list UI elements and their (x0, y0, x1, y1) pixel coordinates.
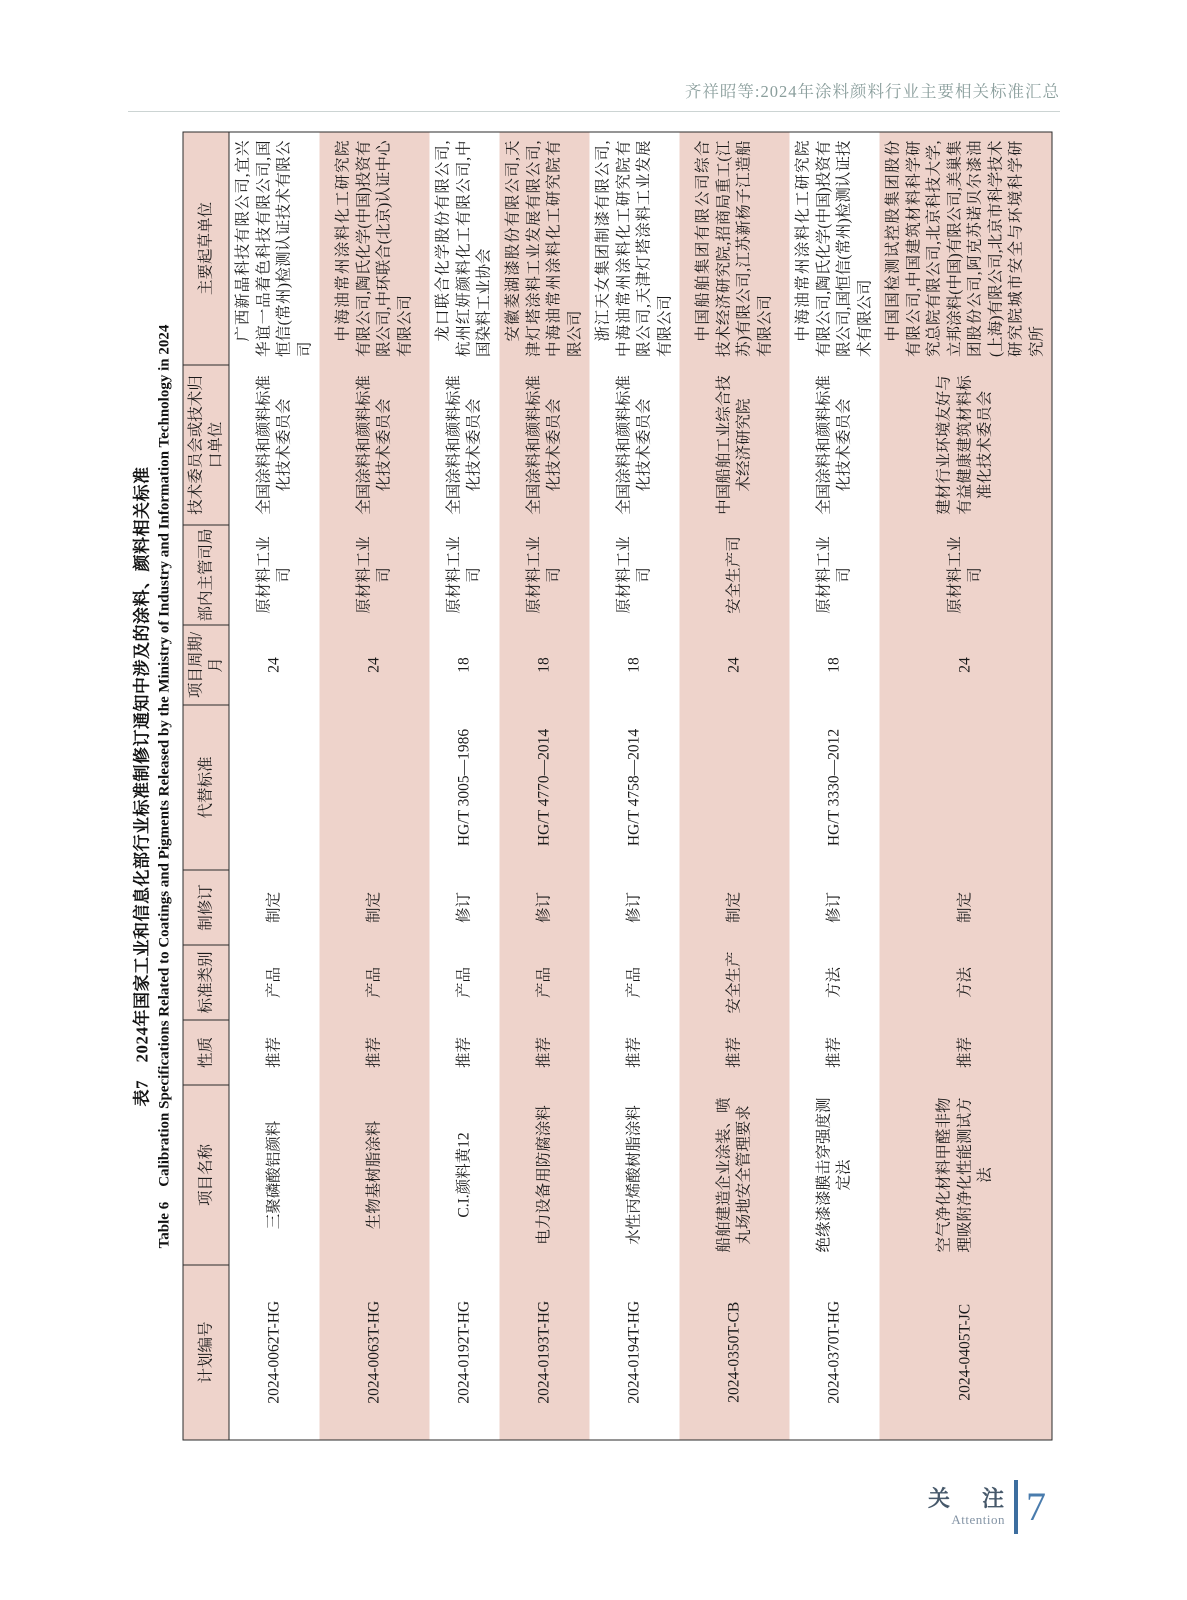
cell-category: 产品 (320, 945, 430, 1020)
column-header-replaced-standard: 代替标准 (183, 705, 229, 870)
cell-technical-committee: 建材行业环境友好与有益健康建筑材料标准化技术委员会 (880, 365, 1053, 525)
cell-replaced-standard (320, 705, 430, 870)
cell-technical-committee: 全国涂料和颜料标准化技术委员会 (255, 375, 293, 515)
standards-table (183, 132, 1053, 1441)
cell-period-months: 24 (320, 625, 430, 705)
cell-period-months: 24 (265, 657, 283, 673)
cell-department: 原材料工业司 (880, 525, 1053, 625)
table-row (880, 132, 1053, 1440)
column-header-project-name: 项目名称 (183, 1085, 229, 1265)
cell-technical-committee: 全国涂料和颜料标准化技术委员会 (815, 375, 853, 515)
cell-action: 修订 (455, 892, 473, 924)
cell-replaced-standard: HG/T 3330—2012 (825, 728, 843, 847)
cell-plan-number: 2024-0193T-HG (500, 1265, 590, 1440)
cell-action: 修订 (625, 892, 643, 924)
table-header-row (183, 132, 229, 1440)
cell-project-name: 生物基树脂涂料 (320, 1085, 430, 1265)
cell-department: 原材料工业司 (815, 536, 853, 614)
rotated-table-block (131, 133, 1045, 1441)
cell-period-months: 18 (455, 657, 473, 673)
cell-replaced-standard (229, 705, 320, 870)
running-header (128, 78, 1060, 112)
cell-drafting-units: 龙口联合化学股份有限公司,杭州红妍颜料化工有限公司,中国染料工业协会 (434, 140, 493, 357)
cell-category: 方法 (880, 945, 1053, 1020)
cell-department: 原材料工业司 (255, 536, 293, 614)
column-header-category: 标准类别 (183, 945, 229, 1020)
table-row (430, 132, 500, 1440)
table-title-zh: 表7 2024年国家工业和信息化部行业标准制修订通知中涉及的涂料、颜料相关标准 (132, 466, 152, 1107)
cell-period-months: 24 (880, 625, 1053, 705)
cell-plan-number: 2024-0063T-HG (320, 1265, 430, 1440)
cell-category: 产品 (500, 945, 590, 1020)
cell-period-months: 24 (680, 625, 790, 705)
cell-department: 原材料工业司 (500, 525, 590, 625)
footer-section-zh: 关 注 (928, 1486, 1010, 1511)
cell-nature: 推荐 (680, 1020, 790, 1085)
column-header-plan-number: 计划编号 (183, 1265, 229, 1440)
cell-drafting-units: 广西新晶科技有限公司,宜兴华谊一品着色科技有限公司,国恒信(常州)检测认证技术有限公司 (234, 140, 313, 357)
cell-project-name: 水性丙烯酸树脂涂料 (625, 1105, 643, 1245)
cell-nature: 推荐 (500, 1020, 590, 1085)
cell-technical-committee: 全国涂料和颜料标准化技术委员会 (500, 365, 590, 525)
cell-plan-number: 2024-0194T-HG (625, 1300, 643, 1404)
table-row (790, 132, 880, 1440)
cell-action: 制定 (320, 870, 430, 945)
cell-category: 产品 (455, 967, 473, 999)
cell-project-name: 绝缘漆漆膜击穿强度测定法 (815, 1097, 853, 1253)
cell-action: 制定 (880, 870, 1053, 945)
running-header-text: 齐祥昭等:2024年涂料颜料行业主要相关标准汇总 (684, 82, 1060, 101)
cell-category: 产品 (625, 967, 643, 999)
cell-plan-number: 2024-0350T-CB (680, 1265, 790, 1440)
footer-section-title (928, 1486, 1014, 1528)
column-header-drafting-units: 主要起草单位 (183, 132, 229, 365)
cell-technical-committee: 全国涂料和颜料标准化技术委员会 (615, 375, 653, 515)
cell-technical-committee: 全国涂料和颜料标准化技术委员会 (445, 375, 483, 515)
cell-drafting-units: 中国船舶集团有限公司综合技术经济研究院,招商局重工(江苏)有限公司,江苏新杨子江造船有限公司 (680, 132, 790, 365)
cell-plan-number: 2024-0370T-HG (825, 1300, 843, 1404)
cell-category: 产品 (265, 967, 283, 999)
cell-project-name: 电力设备用防腐涂料 (500, 1085, 590, 1265)
cell-action: 修订 (500, 870, 590, 945)
cell-replaced-standard: HG/T 4758—2014 (625, 728, 643, 847)
cell-action: 制定 (265, 892, 283, 924)
table-row (500, 132, 590, 1440)
cell-plan-number: 2024-0192T-HG (455, 1300, 473, 1404)
cell-department: 原材料工业司 (320, 525, 430, 625)
table-row (590, 132, 680, 1440)
cell-replaced-standard: HG/T 3005—1986 (455, 728, 473, 847)
cell-project-name: 空气净化材料甲醛非物理吸附净化性能测试方法 (880, 1085, 1053, 1265)
cell-nature: 推荐 (455, 1037, 473, 1069)
cell-technical-committee: 全国涂料和颜料标准化技术委员会 (320, 365, 430, 525)
cell-nature: 推荐 (265, 1037, 283, 1069)
column-header-nature: 性质 (183, 1020, 229, 1085)
column-header-action: 制修订 (183, 870, 229, 945)
cell-nature: 推荐 (880, 1020, 1053, 1085)
cell-department: 安全生产司 (680, 525, 790, 625)
column-header-department: 部内主管司局 (183, 525, 229, 625)
cell-action: 修订 (825, 892, 843, 924)
cell-nature: 推荐 (320, 1020, 430, 1085)
cell-category: 安全生产 (680, 945, 790, 1020)
cell-department: 原材料工业司 (445, 536, 483, 614)
table-title-en: Table 6 Calibration Specifications Related to Coatings and Pigments Released by the Ministry of Industry and Information Technology in 2024 (156, 324, 173, 1249)
cell-period-months: 18 (500, 625, 590, 705)
column-header-period-months: 项目周期/月 (183, 625, 229, 705)
cell-nature: 推荐 (825, 1037, 843, 1069)
cell-period-months: 18 (625, 657, 643, 673)
table-row (680, 132, 790, 1440)
cell-project-name: C.I.颜料黄12 (455, 1132, 473, 1218)
cell-drafting-units: 浙江天女集团制漆有限公司,中海油常州涂料化工研究院有限公司,天津灯塔涂料工业发展有限公司 (594, 140, 673, 357)
cell-project-name: 船舶建造企业涂装、喷丸场地安全管理要求 (680, 1085, 790, 1265)
cell-project-name: 三聚磷酸铝颜料 (265, 1120, 283, 1230)
table-row (320, 132, 430, 1440)
cell-drafting-units: 安徽菱湖漆股份有限公司,天津灯塔涂料工业发展有限公司,中海油常州涂料化工研究院有限公司 (500, 132, 590, 365)
cell-drafting-units: 中海油常州涂料化工研究院有限公司,陶氏化学(中国)投资有限公司,国恒信(常州)检测认证技术有限公司 (794, 140, 873, 357)
cell-technical-committee: 中国船舶工业综合技术经济研究院 (680, 365, 790, 525)
cell-drafting-units: 中国国检测试控股集团股份有限公司,中国建筑材料科学研究总院有限公司,北京科技大学,立邦涂料(中国)有限公司,美巢集团股份公司,阿克苏诺贝尔漆油(上海)有限公司,北京市科学技术研究院城市安全与环境科学研究所 (880, 132, 1053, 365)
table-row (229, 132, 320, 1440)
cell-plan-number: 2024-0405T-JC (880, 1265, 1053, 1440)
cell-department: 原材料工业司 (615, 536, 653, 614)
footer-section-en: Attention (951, 1512, 1005, 1527)
cell-plan-number: 2024-0062T-HG (265, 1300, 283, 1404)
cell-replaced-standard (680, 705, 790, 870)
cell-category: 方法 (825, 967, 843, 999)
page-number: 7 (1026, 1484, 1046, 1529)
page-footer (928, 1480, 1046, 1534)
cell-replaced-standard: HG/T 4770—2014 (500, 705, 590, 870)
cell-action: 制定 (680, 870, 790, 945)
cell-period-months: 18 (825, 657, 843, 673)
column-header-technical-committee: 技术委员会或技术归口单位 (183, 365, 229, 525)
cell-nature: 推荐 (625, 1037, 643, 1069)
cell-drafting-units: 中海油常州涂料化工研究院有限公司,陶氏化学(中国)投资有限公司,中环联合(北京)认证中心有限公司 (320, 132, 430, 365)
cell-replaced-standard (880, 705, 1053, 870)
